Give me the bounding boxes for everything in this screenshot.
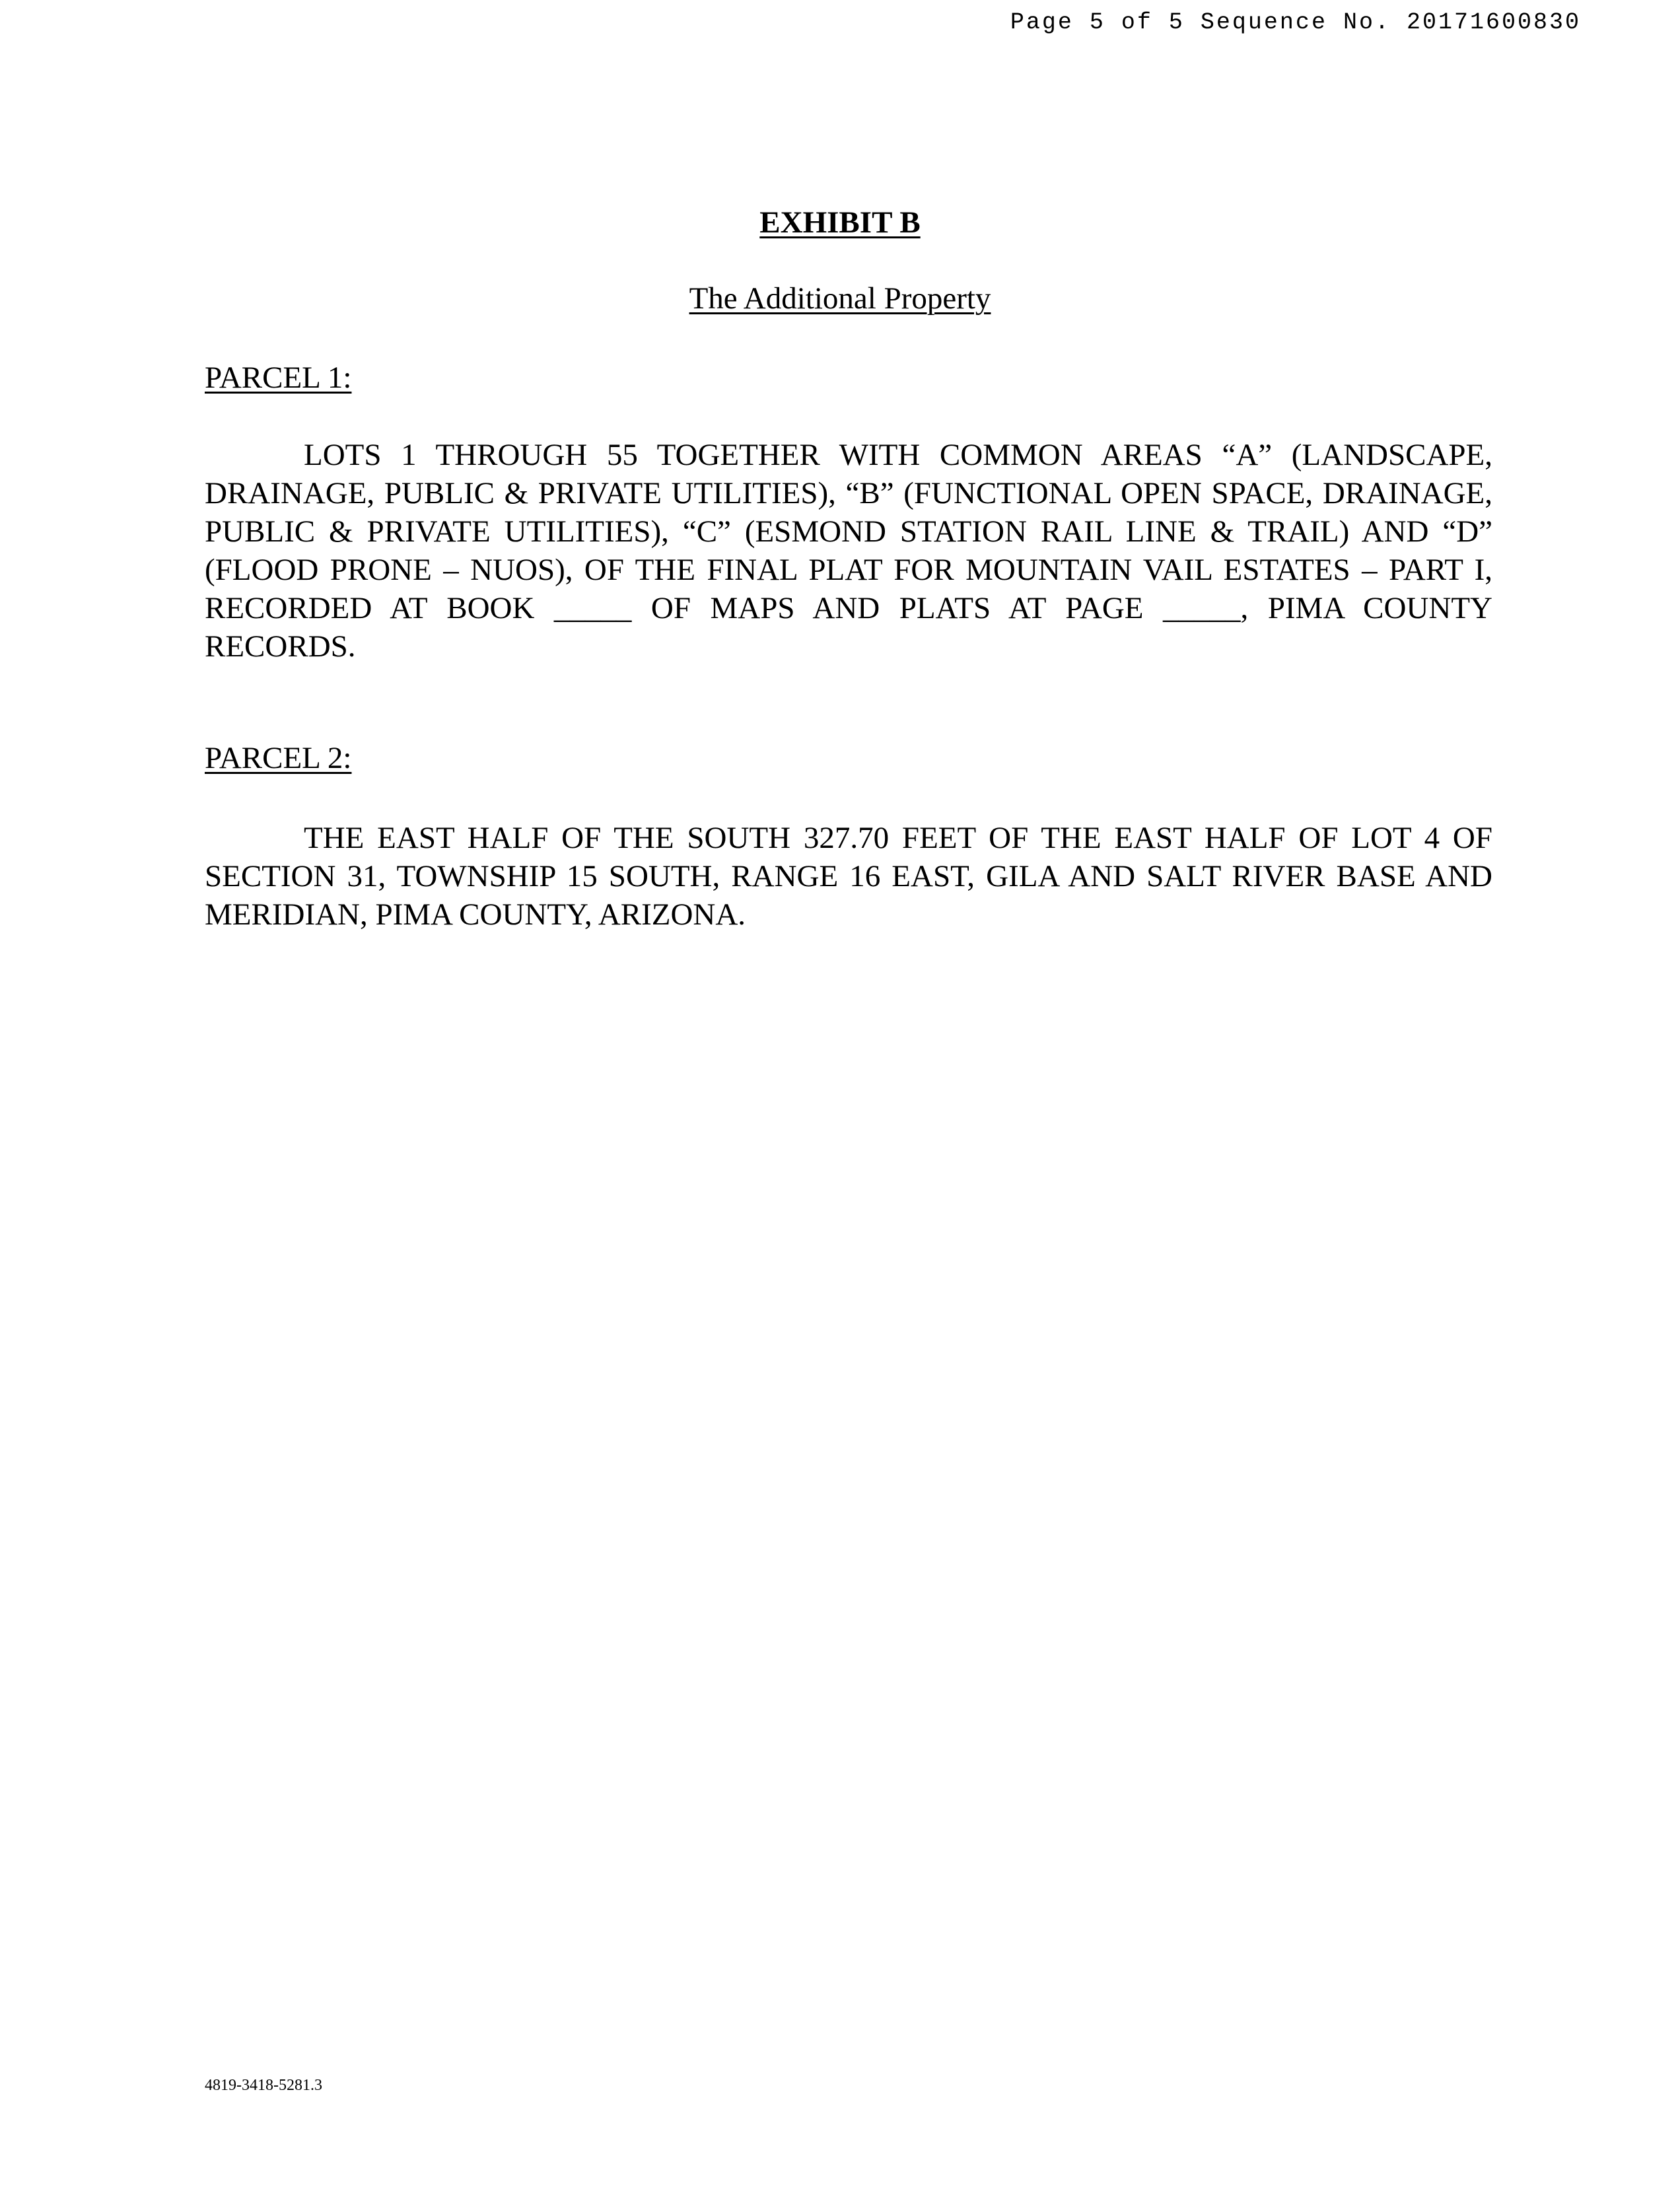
exhibit-subtitle — [0, 281, 1680, 316]
exhibit-title — [0, 205, 1680, 240]
exhibit-subtitle-text: The Additional Property — [689, 281, 991, 316]
parcel-2-heading-text: PARCEL 2: — [205, 741, 352, 775]
document-id-footer: 4819-3418-5281.3 — [205, 2077, 322, 2094]
exhibit-title-text: EXHIBIT B — [759, 205, 921, 240]
parcel-1-heading-text: PARCEL 1: — [205, 361, 352, 395]
page-sequence-header: Page 5 of 5 Sequence No. 20171600830 — [1010, 9, 1581, 36]
parcel-2-description: THE EAST HALF OF THE SOUTH 327.70 FEET OF THE EAST HALF OF LOT 4 OF SECTION 31, TOWNSHIP 15 SOUTH, RANGE 16 EAST, GILA AND SALT RIVER BASE AND MERIDIAN, PIMA COUNTY, ARIZONA. — [205, 821, 1492, 932]
parcel-1-description: LOTS 1 THROUGH 55 TOGETHER WITH COMMON AREAS “A” (LANDSCAPE, DRAINAGE, PUBLIC & PRIVATE UTILITIES), “B” (FUNCTIONAL OPEN SPACE, DRAINAGE, PUBLIC & PRIVATE UTILITIES), “C” (ESMOND STATION RAIL LINE & TRAIL) AND “D” (FLOOD PRONE – NUOS), OF THE FINAL PLAT FOR MOUNTAIN VAIL ESTATES – PART I, RECORDED AT BOOK _____ OF MAPS AND PLATS AT PAGE _____, PIMA COUNTY RECORDS. — [205, 438, 1492, 664]
parcel-2-heading — [205, 740, 351, 776]
parcel-1-heading — [205, 360, 351, 396]
